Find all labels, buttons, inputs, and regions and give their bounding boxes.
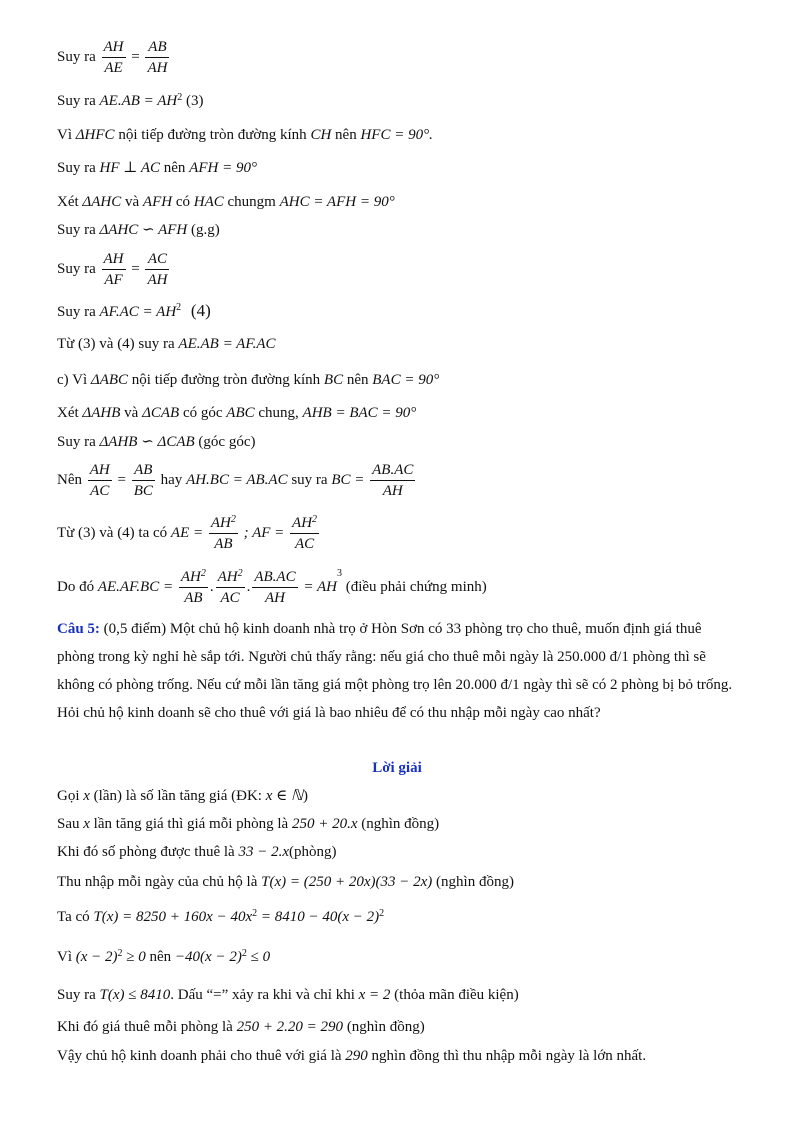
- text: (thỏa mãn điều kiện): [394, 987, 519, 1003]
- math: (x − 2): [75, 949, 118, 965]
- math: x ∈ ℕ: [265, 788, 303, 804]
- exponent: 3: [336, 568, 342, 579]
- math: BAC = 90°: [372, 372, 440, 388]
- text: và: [124, 405, 139, 421]
- line-conclusion: [57, 567, 487, 608]
- line-part-c: [57, 370, 439, 390]
- text: (phòng): [289, 844, 337, 860]
- text: hay: [160, 471, 183, 488]
- line-af-ac: [57, 301, 211, 322]
- text: nên: [335, 127, 357, 143]
- text: suy ra: [291, 471, 328, 488]
- math: ΔHFC: [75, 127, 115, 143]
- math: x: [83, 816, 90, 832]
- text: (nghìn đồng): [436, 874, 514, 890]
- fraction: $\frac{AC}{AH}$: [147, 251, 168, 288]
- math: ΔAHC: [82, 194, 122, 210]
- sol-line-3: [57, 842, 337, 862]
- sol-line-7: [57, 985, 519, 1005]
- math: x: [83, 788, 90, 804]
- math: ΔAHB ∽ ΔCAB: [99, 434, 195, 450]
- math: HFC = 90°.: [360, 127, 433, 143]
- text: Sau: [57, 816, 80, 832]
- text: nội tiếp đường tròn đường kính: [131, 372, 321, 388]
- text: Suy ra: [57, 304, 96, 320]
- line-xet-ahc: [57, 192, 395, 212]
- math: AE.AF.BC =: [97, 578, 174, 595]
- text: (nghìn đồng): [346, 1019, 425, 1035]
- math: ≤ 0: [246, 949, 271, 965]
- math: 290: [345, 1048, 368, 1064]
- fraction: $\frac{AB}{AH}$: [147, 39, 168, 76]
- exponent: 2: [176, 302, 182, 313]
- fraction: $\frac{AH^2}{AC}$: [217, 568, 243, 606]
- text: Xét: [57, 405, 79, 421]
- dot: .: [246, 578, 251, 595]
- math: AE.AB = AF.AC: [178, 336, 276, 352]
- text: . Dấu “=” xảy ra khi và chỉ khi: [170, 987, 355, 1003]
- math: ΔABC: [90, 372, 129, 388]
- exponent: 2: [177, 92, 183, 103]
- equals: =: [131, 48, 140, 65]
- math: ΔAHB: [82, 405, 121, 421]
- math: AHC = AFH = 90°: [279, 194, 395, 210]
- math: 33 − 2.x: [238, 844, 289, 860]
- exponent: 2: [117, 948, 123, 959]
- math: AFH = 90°: [189, 160, 257, 176]
- math: ≥ 0: [122, 949, 146, 965]
- text: lần tăng giá thì giá mỗi phòng là: [93, 816, 289, 832]
- text: và: [124, 194, 140, 210]
- math: AF.AC = AH: [99, 304, 177, 320]
- text: Thu nhập mỗi ngày của chủ hộ là: [57, 874, 258, 890]
- fraction: $\frac{AB}{BC}$: [133, 462, 153, 499]
- text: Gọi: [57, 788, 80, 804]
- text: Khi đó giá thuê mỗi phòng là: [57, 1019, 233, 1035]
- text: (lần) là số lần tăng giá (ĐK:: [93, 788, 262, 804]
- math: 250 + 20.x: [291, 816, 358, 832]
- text: nên: [149, 949, 172, 965]
- math: AE.AB = AH: [99, 93, 178, 109]
- fraction: $\frac{AH^2}{AC}$: [292, 514, 318, 552]
- text: Suy ra: [57, 260, 96, 277]
- math: ΔAHC ∽ AFH: [99, 222, 188, 238]
- text: c) Vì: [57, 372, 88, 388]
- line-ratio-ah-ae: [57, 37, 171, 78]
- exponent: 2: [252, 908, 258, 919]
- tag: (điều phải chứng minh): [345, 578, 487, 595]
- line-hfc: [57, 125, 433, 145]
- math: ABC: [226, 405, 255, 421]
- math: BC =: [331, 471, 365, 488]
- fraction: $\frac{AH}{AC}$: [89, 462, 110, 499]
- tag: (4): [190, 301, 211, 320]
- sol-line-8: [57, 1017, 425, 1037]
- text: chungm: [227, 194, 276, 210]
- math: AHB = BAC = 90°: [302, 405, 417, 421]
- math: CH: [310, 127, 332, 143]
- question-5: [57, 615, 739, 727]
- text: có: [175, 194, 190, 210]
- math: = AH: [303, 578, 337, 595]
- math: = 8410 − 40(x − 2): [257, 909, 380, 925]
- question-label: Câu 5:: [57, 621, 100, 637]
- text: Suy ra: [57, 434, 96, 450]
- exponent: 2: [379, 908, 385, 919]
- text: Suy ra: [57, 160, 96, 176]
- math: HAC: [193, 194, 224, 210]
- math: AH.BC = AB.AC: [186, 471, 288, 488]
- text: Từ (3) và (4) ta có: [57, 524, 168, 541]
- text: nội tiếp đường tròn đường kính: [118, 127, 307, 143]
- math: HF ⊥ AC: [99, 160, 160, 176]
- tag: (3): [186, 93, 204, 109]
- equals: =: [131, 260, 140, 277]
- question-text: (0,5 điểm) Một chủ hộ kinh doanh nhà trọ ở Hòn Sơn có 33 phòng trọ cho thuê, muốn định giá thuê phòng trong kỳ nghỉ hè sắp tới. Người chủ thấy rằng: nếu giá cho thuê mỗi ngày là 250.000 đ/1 phòng thì sẽ không có phòng trống. Nếu cứ mỗi lần tăng giá một phòng trọ lên 20.000 đ/1 ngày thì sẽ có 2 phòng bị bỏ trống. Hỏi chủ hộ kinh doanh sẽ cho thuê với giá là bao nhiêu để có thu nhập mỗi ngày cao nhất?: [57, 621, 733, 721]
- text: Suy ra: [57, 93, 96, 109]
- math: ; AF =: [243, 524, 285, 541]
- sol-line-9: [57, 1046, 646, 1066]
- math: x = 2: [358, 987, 391, 1003]
- fraction: $\frac{AH}{AF}$: [103, 251, 124, 288]
- exponent: 2: [241, 948, 247, 959]
- text: Vì: [57, 949, 72, 965]
- text: Suy ra: [57, 48, 96, 65]
- sol-line-4: [57, 872, 514, 892]
- text: Xét: [57, 194, 79, 210]
- dot: .: [209, 578, 214, 595]
- text: Nên: [57, 471, 82, 488]
- equals: =: [117, 471, 126, 488]
- tag: (g.g): [191, 222, 220, 238]
- math: T(x) ≤ 8410: [99, 987, 171, 1003]
- sol-line-5: [57, 907, 384, 927]
- sol-line-6: [57, 947, 270, 967]
- text: nghìn đồng thì thu nhập mỗi ngày là lớn nhất.: [371, 1048, 647, 1064]
- math: ΔCAB: [142, 405, 180, 421]
- text: Từ (3) và (4) suy ra: [57, 336, 175, 352]
- sol-line-2: [57, 814, 439, 834]
- math: AE =: [170, 524, 204, 541]
- text: chung,: [258, 405, 299, 421]
- fraction: $\frac{AB.AC}{AH}$: [254, 569, 296, 606]
- math: AFH: [142, 194, 173, 210]
- text: Suy ra: [57, 987, 96, 1003]
- math: BC: [323, 372, 344, 388]
- line-hf-perp: [57, 158, 257, 178]
- math: −40(x − 2): [174, 949, 242, 965]
- solution-title: Lời giải: [372, 760, 422, 776]
- math: 250 + 2.20 = 290: [236, 1019, 344, 1035]
- text: Vì: [57, 127, 72, 143]
- line-ae-ab: [57, 91, 204, 111]
- text: nên: [163, 160, 186, 176]
- fraction: $\frac{AH^2}{AB}$: [180, 568, 206, 606]
- fraction: $\frac{AH^2}{AB}$: [210, 514, 236, 552]
- text: có góc: [182, 405, 223, 421]
- line-similar-gg: [57, 220, 220, 240]
- fraction: $\frac{AB.AC}{AH}$: [372, 462, 414, 499]
- text: Vậy chủ hộ kinh doanh phải cho thuê với giá là: [57, 1048, 342, 1064]
- text: Do đó: [57, 578, 95, 595]
- line-similar-goc: [57, 432, 255, 452]
- text: Suy ra: [57, 222, 96, 238]
- line-nen-bc: [57, 460, 417, 501]
- line-ratio-ah-af: [57, 249, 171, 290]
- line-tu-3-4: [57, 334, 275, 354]
- text: ): [302, 788, 308, 804]
- text: Khi đó số phòng được thuê là: [57, 844, 235, 860]
- sol-line-1: [57, 786, 308, 806]
- math: T(x) = 8250 + 160x − 40x: [93, 909, 253, 925]
- line-xet-ahb: [57, 403, 416, 423]
- tag: (góc góc): [198, 434, 256, 450]
- text: (nghìn đồng): [361, 816, 440, 832]
- fraction: $\frac{AH}{AE}$: [103, 39, 124, 76]
- line-ae-af: [57, 513, 321, 554]
- math: T(x) = (250 + 20x)(33 − 2x): [261, 874, 433, 890]
- text: nên: [346, 372, 369, 388]
- text: Ta có: [57, 909, 90, 925]
